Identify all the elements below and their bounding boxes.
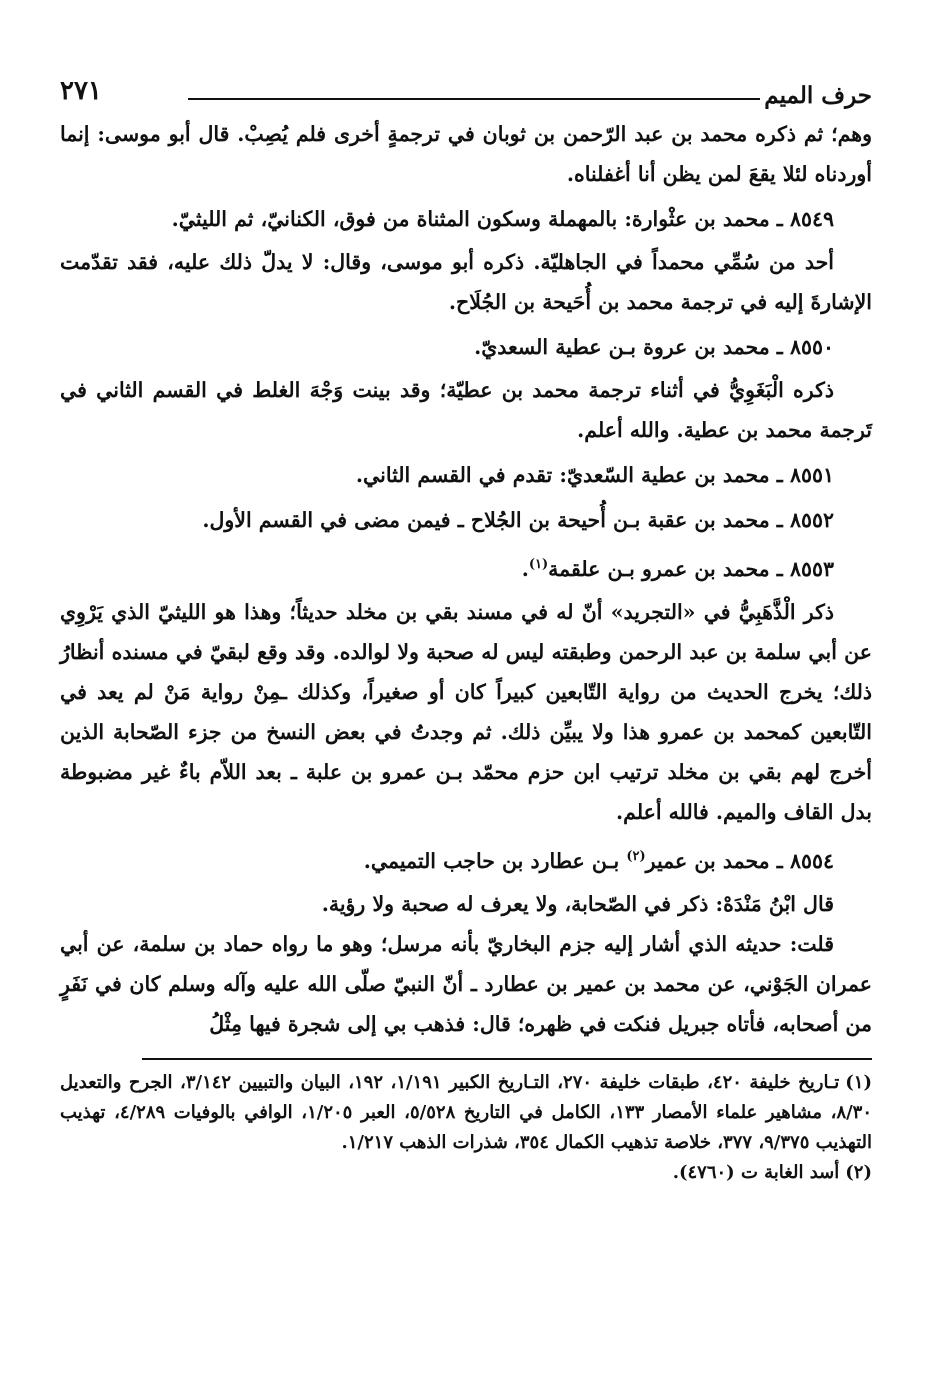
footnote-1-text: تـاريخ خليفة ٤٢٠، طبقات خليفة ٢٧٠، التـاريخ الكبير ١/١٩١، ١٩٢، البيان والتبيين ٣/١٤٢، الجرح والتعديل ٨/٣٠، مشاهير علماء الأمصار ١٣٣، الكامل في التاريخ ٥/٥٢٨، العبر ١/٢٠٥، الوافي بالوفيات ٤/٢٨٩، تهذيب التهذيب ٩/٣٧٥، ٣٧٧، خلاصة تذهيب الكمال ٣٥٤، شذرات الذهب ١/٢١٧.: [60, 1071, 873, 1153]
footnote-ref-1[interactable]: (١): [528, 557, 549, 572]
footnote-2: [60, 1158, 872, 1188]
entry-8553-period: .: [521, 556, 529, 581]
footnote-2-text: أسد الغابة ت (٤٧٦٠).: [672, 1161, 840, 1183]
entry-8551: ٨٥٥١ ـ محمد بن عطية السّعديّ: تقدم في القسم الثاني.: [355, 463, 834, 487]
page-number: ٢٧١: [60, 76, 102, 106]
footnote-1: [60, 1068, 872, 1158]
paragraph: وهم؛ ثم ذكره محمد بن عبد الرّحمن بن ثوبان في ترجمةٍ أخرى فلم يُصِبْ. قال أبو موسى: إنما أوردناه لئلا يقعَ لمن يظن أنا أغفلناه.: [60, 122, 872, 186]
entry-8554-rest: بـن عطارد بن حاجب التميمي.: [363, 848, 627, 873]
footnote-2-mark: (٢): [845, 1161, 872, 1183]
paragraph: ذكر الْذَّهَبِيُّ في «التجريد» أنّ له في مسند بقي بن مخلد حديثاً؛ وهذا هو الليثيّ الذي يَرْوِي عن أبي سلمة بن عبد الرحمن وطبقته ليس له صحبة ولا لوالده. وقد وقع لبقيّ في مسنده أنظارُ ذلك؛ يخرج الحديث من رواية التّابعين كبيراً كان أو صغيراً، وكذلك ـمِنْ رواية مَنْ لم يعد في التّابعين كمحمد بن عمرو هذا ولا يبيِّن ذلك. ثم وجدتُ في بعض النسخ من جزء الصّحابة الذين أخرج لهم بقي بن مخلد ترتيب ابن حزم محمّد بـن عمرو بن علبة ـ بعد اللاّم باءٌ غير مضبوطة بدل القاف والميم. فالله أعلم.: [60, 599, 872, 824]
entry-8553-text: ٨٥٥٣ ـ محمد بن عمرو بـن علقمة: [548, 556, 834, 581]
entry-8554: [60, 837, 872, 881]
main-text: [60, 114, 872, 1044]
footnotes: [60, 1068, 872, 1188]
footnote-ref-2[interactable]: (٢): [626, 848, 646, 864]
page: [60, 70, 872, 1188]
entry-8549: ٨٥٤٩ ـ محمد بن عثْوارة: بالمهملة وسكون المثناة من فوق، الكنانيّ، ثم الليثيّ.: [171, 207, 834, 231]
header-title: حرف الميم: [764, 82, 872, 109]
header-rule: [188, 98, 760, 100]
entry-8550: ٨٥٥٠ ـ محمد بن عروة بـن عطية السعديّ.: [474, 335, 834, 359]
entry-8552: ٨٥٥٢ ـ محمد بن عقبة بـن أُحيحة بن الجُلاح ـ فيمن مضى في القسم الأول.: [202, 508, 834, 532]
footnote-rule: [142, 1058, 872, 1060]
paragraph: قال ابْنُ مَنْدَهْ: ذكر في الصّحابة، ولا يعرف له صحبة ولا رؤية.: [321, 891, 834, 916]
running-header: [60, 70, 872, 114]
paragraph: أحد من سُمِّي محمداً في الجاهليّة. ذكره أبو موسى، وقال: لا يدلّ ذلك عليه، فقد تقدّمت الإشارةَ إليه في ترجمة محمد بن أُحَيحة بن الجُلَاح.: [60, 250, 872, 314]
footnote-1-mark: (١): [845, 1071, 872, 1093]
entry-8554-name: ٨٥٥٤ ـ محمد بن عمير: [645, 848, 834, 873]
paragraph: ذكره الْبَغَوِيُّ في أثناء ترجمة محمد بن عطيّة؛ وقد بينت وَجْهَ الغلط في القسم الثاني في تَرجمة محمد بن عطية. والله أعلم.: [60, 378, 872, 442]
entry-8553: [60, 545, 872, 589]
paragraph: قلت: حديثه الذي أشار إليه جزم البخاريّ بأنه مرسل؛ وهو ما رواه حماد بن سلمة، عن أبي عمران الجَوْني، عن محمد بن عمير بن عطارد ـ أنّ النبيّ صلّى الله عليه وآله وسلم كان في نَفَرٍ من أصحابه، فأتاه جبريل فنكت في ظهره؛ قال: فذهب بي إلى شجرة فيها مِثْلُ: [60, 931, 872, 1036]
